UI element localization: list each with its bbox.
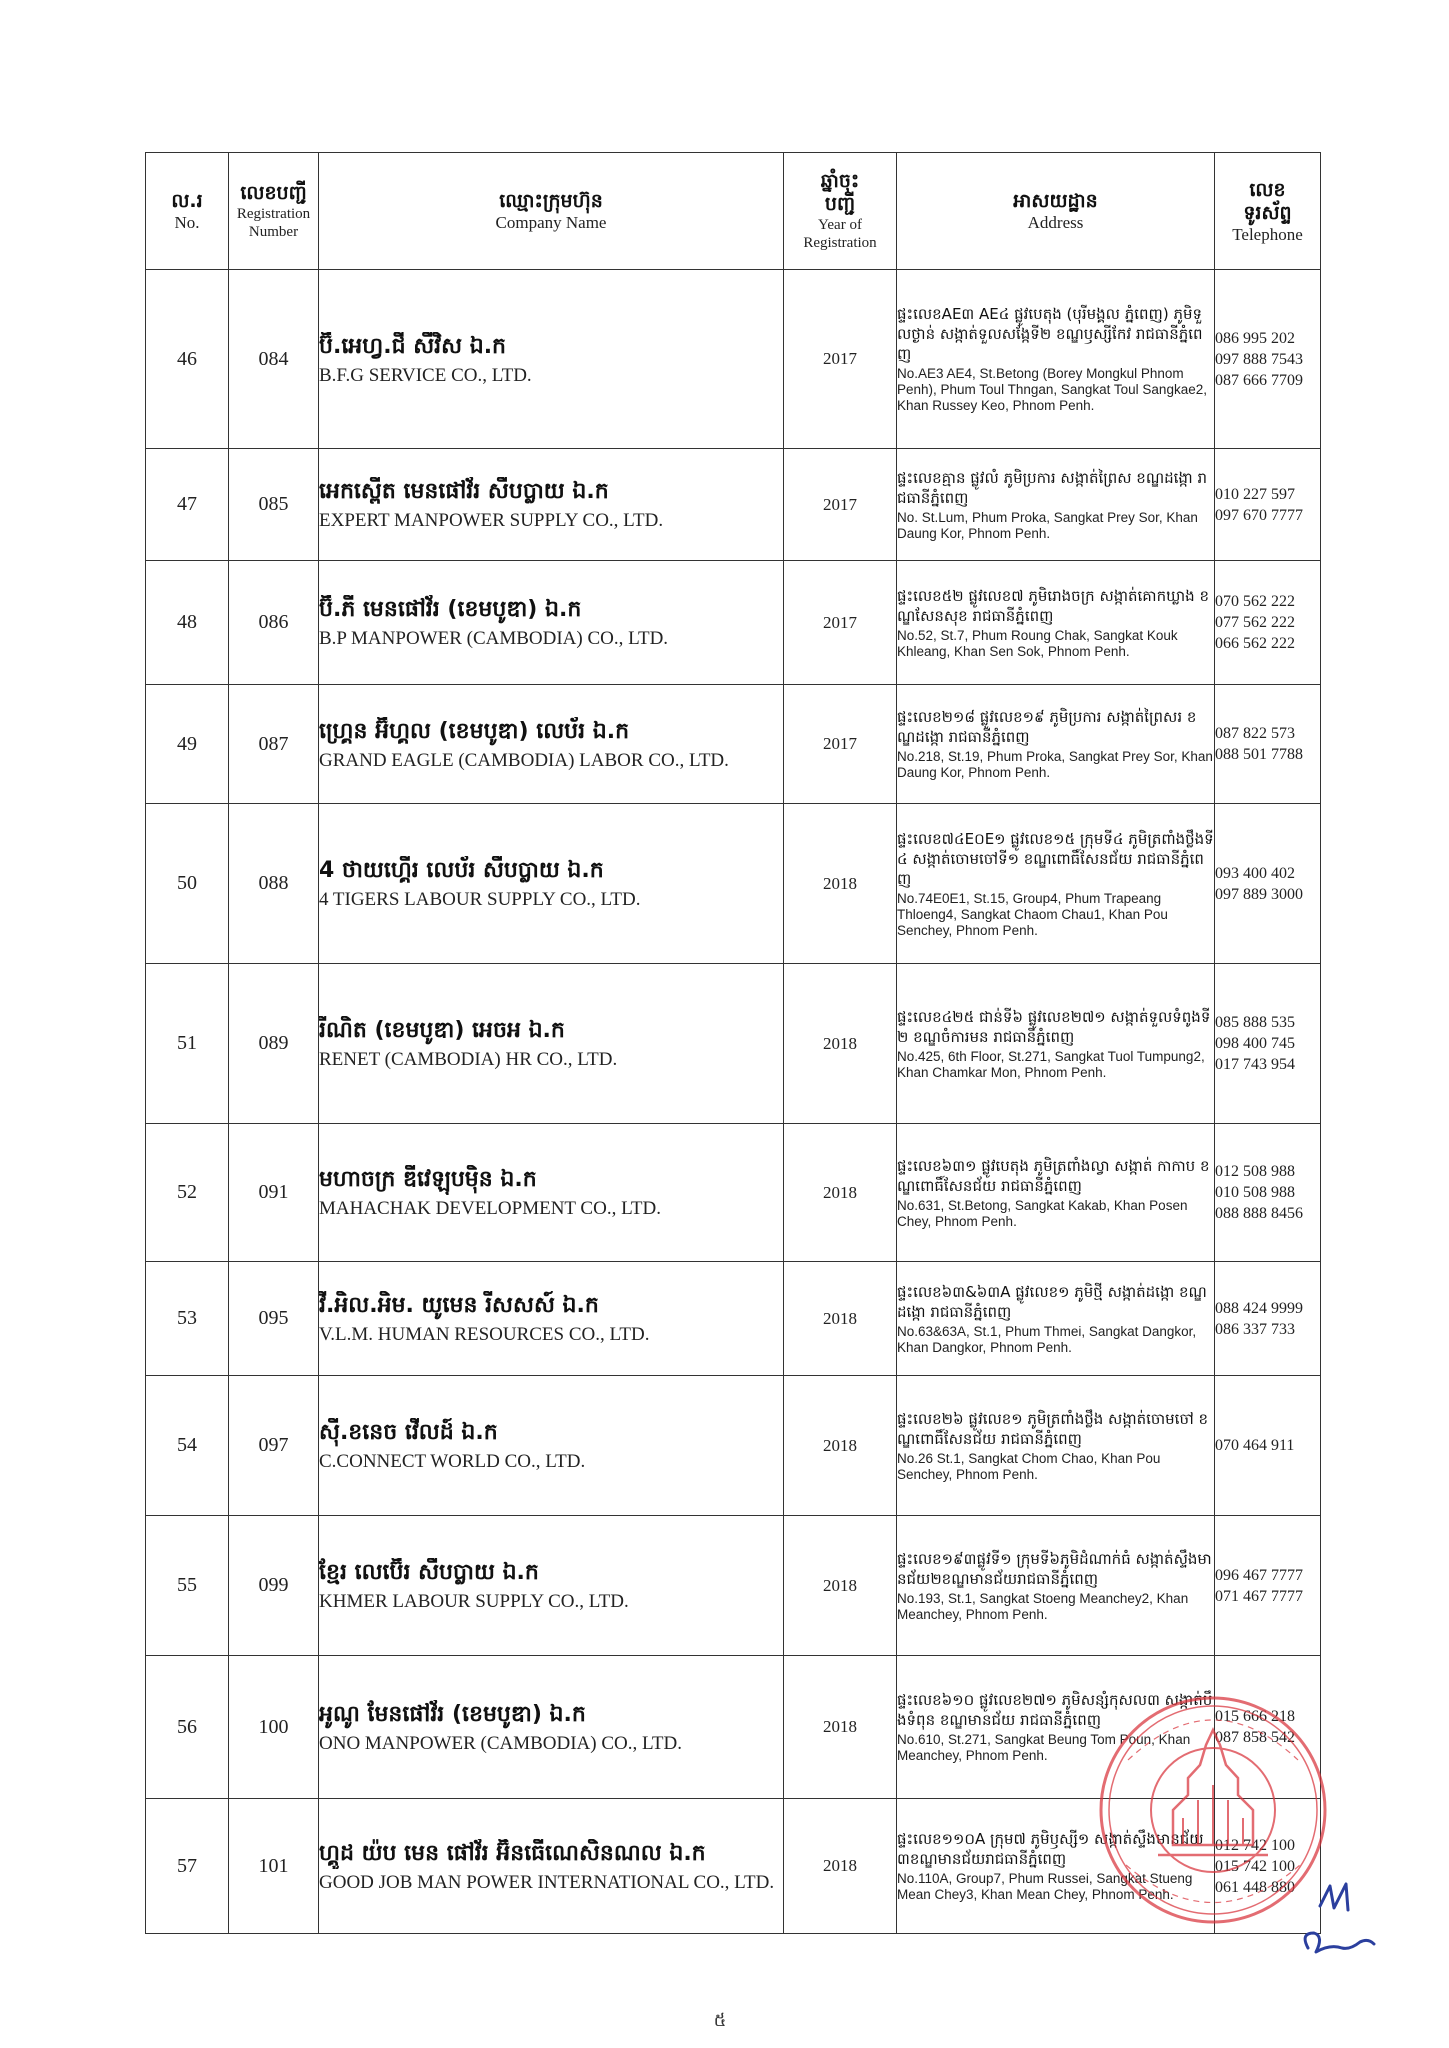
address-en: No.AE3 AE4, St.Betong (Borey Mongkul Phnom Penh), Phum Toul Thngan, Sangkat Toul Sangkae2, Khan Russey Keo, Phnom Penh.: [897, 366, 1207, 413]
phone-number: 087 822 573: [1215, 725, 1295, 742]
row-year: 2018: [784, 964, 897, 1124]
company-name-en: EXPERT MANPOWER SUPPLY CO., LTD.: [319, 510, 664, 531]
phone-number: 070 562 222: [1215, 593, 1295, 610]
row-address: [897, 561, 1215, 685]
company-name-en: B.F.G SERVICE CO., LTD.: [319, 364, 532, 386]
row-company: [319, 449, 784, 561]
row-registration-number: 086: [229, 561, 319, 685]
company-name-km: ខ្មែរ លេប៊ើរ សឺបប្លាយ ឯ.ក: [319, 1560, 539, 1585]
row-telephone: [1215, 270, 1321, 449]
phone-number: 096 467 7777: [1215, 1566, 1303, 1584]
row-year: 2017: [784, 270, 897, 449]
row-company: [319, 1799, 784, 1934]
row-company: [319, 1516, 784, 1656]
company-name-km: ប៊ី.ភី មេនផៅវ័រ (ខេមបូឌា) ឯ.ក: [319, 597, 582, 622]
row-year: 2018: [784, 1799, 897, 1934]
company-name-km: 4 ថាយហ្គើរ លេប័រ សឺបប្លាយ ឯ.ក: [319, 858, 604, 883]
row-telephone: [1215, 1262, 1321, 1376]
row-year: 2018: [784, 1124, 897, 1262]
company-name-km: វី.អិល.អិម. យូមេន រីសសស៍ ឯ.ក: [319, 1293, 599, 1318]
company-name-en: KHMER LABOUR SUPPLY CO., LTD.: [319, 1591, 629, 1612]
address-en: No.610, St.271, Sangkat Beung Tom Poun, Khan Meanchey, Phnom Penh.: [897, 1732, 1191, 1763]
address-en: No. St.Lum, Phum Proka, Sangkat Prey Sor, Khan Daung Kor, Phnom Penh.: [897, 509, 1198, 541]
company-name-km: ហ្គ្រេន អ៊ីហ្គល (ខេមបូឌា) លេប័រ ឯ.ក: [319, 718, 630, 744]
row-no: 53: [146, 1262, 229, 1376]
row-registration-number: 101: [229, 1799, 319, 1934]
phone-number: 066 562 222: [1215, 635, 1295, 652]
row-registration-number: 087: [229, 685, 319, 804]
row-telephone: [1215, 561, 1321, 685]
row-registration-number: 095: [229, 1262, 319, 1376]
table-row: [146, 270, 1321, 449]
phone-number: 093 400 402: [1215, 864, 1295, 882]
row-year: 2018: [784, 804, 897, 964]
phone-number: 071 467 7777: [1215, 1587, 1303, 1605]
row-address: [897, 964, 1215, 1124]
row-company: [319, 1376, 784, 1516]
address-en: No.63&63A, St.1, Phum Thmei, Sangkat Dangkor, Khan Dangkor, Phnom Penh.: [897, 1323, 1197, 1355]
address-km: ផ្ទះលេខ១១០A ក្រុម៧ ភូមិឫស្សី១ សង្កាត់ស្ទឹងមានជ័យ៣ខណ្ឌមានជ័យរាជធានីភ្នំពេញ: [897, 1830, 1204, 1868]
address-km: ផ្ទះលេខ៦៣១ ផ្លូវបេតុង ភូមិត្រពាំងល្វា សង្កាត់ កាកាប ខណ្ឌពោធិ៍សែនជ័យ រាជធានីភ្នំពេញ: [897, 1156, 1210, 1195]
row-address: [897, 270, 1215, 449]
phone-number: 077 562 222: [1215, 614, 1295, 631]
row-address: [897, 1516, 1215, 1656]
company-name-en: B.P MANPOWER (CAMBODIA) CO., LTD.: [319, 628, 669, 649]
row-address: [897, 1656, 1215, 1799]
company-name-km: អូណូ មែនផៅវ័រ (ខេមបូឌា) ឯ.ក: [319, 1701, 586, 1727]
company-name-en: C.CONNECT WORLD CO., LTD.: [319, 1451, 586, 1472]
phone-number: 098 400 745: [1215, 1035, 1295, 1052]
company-name-en: ONO MANPOWER (CAMBODIA) CO., LTD.: [319, 1732, 682, 1754]
phone-number: 097 889 3000: [1215, 885, 1303, 903]
header-telephone: លេខ ទូរស័ព្ទ Telephone: [1215, 153, 1321, 270]
row-registration-number: 097: [229, 1376, 319, 1516]
row-address: [897, 685, 1215, 804]
row-telephone: [1215, 1516, 1321, 1656]
phone-number: 097 670 7777: [1215, 506, 1303, 524]
row-year: 2018: [784, 1262, 897, 1376]
address-km: ផ្ទះលេខ៦១០ ផ្លូវលេខ២៧១ ភូមិសន្សំកុសល៣ សង្កាត់បឹងទំពុន ខណ្ឌមានជ័យ រាជធានីភ្នំពេញ: [897, 1691, 1213, 1729]
company-name-en: GOOD JOB MAN POWER INTERNATIONAL CO., LTD.: [319, 1871, 775, 1893]
address-en: No.631, St.Betong, Sangkat Kakab, Khan Posen Chey, Phnom Penh.: [897, 1197, 1188, 1229]
phone-number: 012 742 100: [1215, 1836, 1295, 1854]
row-address: [897, 449, 1215, 561]
row-address: [897, 1799, 1215, 1934]
row-address: [897, 804, 1215, 964]
row-company: [319, 964, 784, 1124]
address-en: No.110A, Group7, Phum Russei, Sangkat Stueng Mean Chey3, Khan Mean Chey, Phnom Penh.: [897, 1871, 1193, 1902]
row-registration-number: 089: [229, 964, 319, 1124]
phone-number: 015 742 100: [1215, 1857, 1295, 1875]
phone-number: 087 666 7709: [1215, 371, 1303, 389]
row-no: 56: [146, 1656, 229, 1799]
address-km: ផ្ទះលេខ១៩៣ផ្លូវទី១ ក្រុមទី៦ភូមិដំណាក់ធំ សង្កាត់ស្ទឹងមានជ័យ២ខណ្ឌមានជ័យរាជធានីភ្នំពេញ: [897, 1549, 1212, 1588]
row-no: 48: [146, 561, 229, 685]
row-no: 51: [146, 964, 229, 1124]
phone-number: 010 227 597: [1215, 485, 1295, 503]
address-km: ផ្ទះលេខAE៣ AE៤ ផ្លូវបេតុង (បុរីមង្គល ភ្នំពេញ) ភូមិទួលថ្ងាន់ សង្កាត់ទួលសង្កែទី២ ខណ្ឌឫស្សីកែវ រាជធានីភ្នំពេញ: [897, 305, 1203, 363]
header-row: [146, 153, 1321, 270]
row-no: 57: [146, 1799, 229, 1934]
row-telephone: [1215, 449, 1321, 561]
address-en: No.26 St.1, Sangkat Chom Chao, Khan Pou Senchey, Phnom Penh.: [897, 1450, 1161, 1482]
address-en: No.425, 6th Floor, St.271, Sangkat Tuol Tumpung2, Khan Chamkar Mon, Phnom Penh.: [897, 1048, 1205, 1080]
company-name-km: រីណិត (ខេមបូឌា) អេចអ ឯ.ក: [319, 1018, 565, 1043]
row-company: [319, 1656, 784, 1799]
phone-number: 010 508 988: [1215, 1184, 1295, 1201]
row-telephone: [1215, 685, 1321, 804]
address-km: ផ្ទះលេខគ្មាន ផ្លូវលំ ភូមិប្រការ សង្កាត់ព្រៃស ខណ្ឌដង្កោ រាជធានីភ្នំពេញ: [897, 468, 1207, 507]
phone-number: 085 888 535: [1215, 1014, 1295, 1031]
row-no: 49: [146, 685, 229, 804]
address-km: ផ្ទះលេខ៦៣&៦៣A ផ្លូវលេខ១ ភូមិថ្មី សង្កាត់ដង្កោ ខណ្ឌដង្កោ រាជធានីភ្នំពេញ: [897, 1282, 1207, 1321]
row-telephone: [1215, 1799, 1321, 1934]
row-no: 50: [146, 804, 229, 964]
company-name-en: GRAND EAGLE (CAMBODIA) LABOR CO., LTD.: [319, 749, 729, 771]
row-address: [897, 1124, 1215, 1262]
row-year: 2018: [784, 1656, 897, 1799]
row-telephone: [1215, 1656, 1321, 1799]
phone-number: 061 448 880: [1215, 1878, 1295, 1896]
row-registration-number: 100: [229, 1656, 319, 1799]
row-registration-number: 085: [229, 449, 319, 561]
company-name-en: RENET (CAMBODIA) HR CO., LTD.: [319, 1049, 618, 1070]
row-registration-number: 091: [229, 1124, 319, 1262]
row-no: 55: [146, 1516, 229, 1656]
table-row: [146, 561, 1321, 685]
row-year: 2018: [784, 1516, 897, 1656]
row-no: 54: [146, 1376, 229, 1516]
row-telephone: [1215, 964, 1321, 1124]
row-telephone: [1215, 804, 1321, 964]
row-no: 47: [146, 449, 229, 561]
company-name-km: អេកស្ពើត មេនផៅវ័រ សឺបប្លាយ ឯ.ក: [319, 479, 609, 504]
address-km: ផ្ទះលេខ២១៨ ផ្លូវលេខ១៩ ភូមិប្រការ សង្កាត់ព្រៃសរ ខណ្ឌដង្កោ រាជធានីភ្នំពេញ: [897, 708, 1197, 746]
address-km: ផ្ទះលេខ៥២ ផ្លូវលេខ៧ ភូមិរោងចក្រ សង្កាត់គោកឃ្លាង ខណ្ឌសែនសុខ រាជធានីភ្នំពេញ: [897, 586, 1209, 625]
phone-number: 088 501 7788: [1215, 746, 1303, 763]
phone-number: 012 508 988: [1215, 1163, 1295, 1180]
row-company: [319, 270, 784, 449]
row-company: [319, 685, 784, 804]
row-company: [319, 561, 784, 685]
company-name-en: V.L.M. HUMAN RESOURCES CO., LTD.: [319, 1324, 650, 1345]
row-company: [319, 1262, 784, 1376]
address-en: No.74E0E1, St.15, Group4, Phum Trapeang Thloeng4, Sangkat Chaom Chau1, Khan Pou Senchey, Phnom Penh.: [897, 890, 1168, 938]
table-row: [146, 449, 1321, 561]
table-row: [146, 1799, 1321, 1934]
phone-number: 087 858 542: [1215, 1729, 1295, 1746]
row-address: [897, 1262, 1215, 1376]
company-name-km: មហាចក្រ ឌីវេឡុបម៉ិន ឯ.ក: [319, 1167, 537, 1192]
company-name-km: ស៊ី.ខនេច វើលដ៍ ឯ.ក: [319, 1420, 498, 1445]
row-year: 2018: [784, 1376, 897, 1516]
row-no: 46: [146, 270, 229, 449]
row-company: [319, 1124, 784, 1262]
address-en: No.193, St.1, Sangkat Stoeng Meanchey2, Khan Meanchey, Phnom Penh.: [897, 1590, 1189, 1622]
table-row: [146, 1262, 1321, 1376]
header-registration-number: លេខបញ្ជី Registration Number: [229, 153, 319, 270]
row-telephone: [1215, 1124, 1321, 1262]
row-address: [897, 1376, 1215, 1516]
company-name-km: ហ្គូដ យ៉ប មេន ផៅវ័រ អ៊ិនធើណេសិនណល ឯ.ក: [319, 1840, 706, 1866]
company-name-en: 4 TIGERS LABOUR SUPPLY CO., LTD.: [319, 889, 641, 910]
phone-number: 086 995 202: [1215, 329, 1295, 347]
row-registration-number: 099: [229, 1516, 319, 1656]
table-row: [146, 1656, 1321, 1799]
phone-number: 017 743 954: [1215, 1056, 1295, 1073]
row-no: 52: [146, 1124, 229, 1262]
registry-table: [145, 152, 1321, 1934]
address-km: ផ្ទះលេខ៤២៥ ជាន់ទី៦ ផ្លូវលេខ២៧១ សង្កាត់ទួលទំពូងទី២ ខណ្ឌចំការមន រាជធានីភ្នំពេញ: [897, 1007, 1211, 1046]
header-no: ល.រ No.: [146, 153, 229, 270]
header-address: អាសយដ្ឋាន Address: [897, 153, 1215, 270]
address-en: No.218, St.19, Phum Proka, Sangkat Prey Sor, Khan Daung Kor, Phnom Penh.: [897, 749, 1213, 780]
table-row: [146, 1124, 1321, 1262]
row-telephone: [1215, 1376, 1321, 1516]
row-year: 2017: [784, 685, 897, 804]
address-km: ផ្ទះលេខ២៦ ផ្លូវលេខ១ ភូមិត្រពាំងថ្លឹង សង្កាត់ចោមចៅ ខណ្ឌពោធិ៍សែនជ័យ រាជធានីភ្នំពេញ: [897, 1409, 1209, 1448]
address-km: ផ្ទះលេខ៧៤E០E១ ផ្លូវលេខ១៥ ក្រុមទី៤ ភូមិត្រពាំងថ្លឹងទី៤ សង្កាត់ចោមចៅទី១ ខណ្ឌពោធិ៍សែនជ័យ រាជធានីភ្នំពេញ: [897, 829, 1214, 888]
table-row: [146, 1516, 1321, 1656]
table-row: [146, 964, 1321, 1124]
phone-number: 015 666 218: [1215, 1708, 1295, 1725]
table-row: [146, 1376, 1321, 1516]
phone-number: 070 464 911: [1215, 1437, 1295, 1454]
company-name-en: MAHACHAK DEVELOPMENT CO., LTD.: [319, 1198, 662, 1219]
row-registration-number: 084: [229, 270, 319, 449]
phone-number: 088 424 9999: [1215, 1299, 1303, 1317]
row-registration-number: 088: [229, 804, 319, 964]
table-row: [146, 685, 1321, 804]
page-number: ៥: [713, 2010, 727, 2031]
table-row: [146, 804, 1321, 964]
phone-number: 086 337 733: [1215, 1320, 1295, 1338]
phone-number: 088 888 8456: [1215, 1205, 1303, 1222]
header-year: ឆ្នាំចុះ បញ្ជី Year of Registration: [784, 153, 897, 270]
header-company-name: ឈ្មោះក្រុមហ៊ុន Company Name: [319, 153, 784, 270]
phone-number: 097 888 7543: [1215, 350, 1303, 368]
row-company: [319, 804, 784, 964]
company-name-km: ប៊ី.អេហ្វ.ជី សឺវិស ឯ.ក: [319, 333, 507, 359]
address-en: No.52, St.7, Phum Roung Chak, Sangkat Kouk Khleang, Khan Sen Sok, Phnom Penh.: [897, 627, 1178, 659]
row-year: 2017: [784, 561, 897, 685]
row-year: 2017: [784, 449, 897, 561]
